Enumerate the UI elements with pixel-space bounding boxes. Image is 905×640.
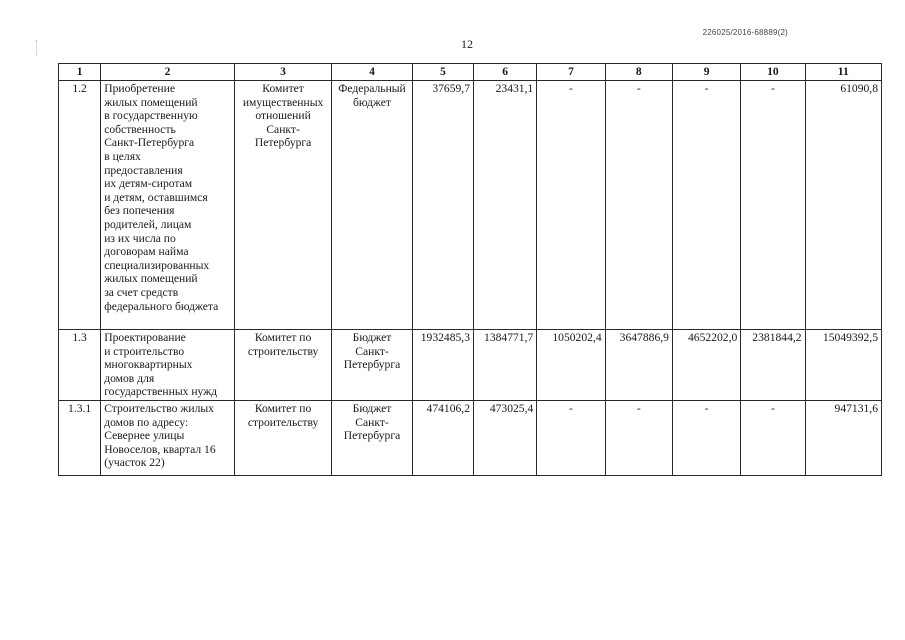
activity-name: Строительство жилых домов по адресу: Севернее улицы Новоселов, квартал 16 (участок 22) — [101, 400, 235, 475]
value-cell: - — [537, 81, 605, 330]
column-header: 5 — [412, 64, 473, 81]
column-header: 10 — [741, 64, 805, 81]
column-header: 2 — [101, 64, 235, 81]
executor: Комитет имущественных отношений Санкт- Петербурга — [234, 81, 331, 330]
value-cell: - — [741, 400, 805, 475]
column-header: 9 — [672, 64, 740, 81]
activity-name: Приобретение жилых помещений в государственную собственность Санкт-Петербурга в целях предоставления их детям-сиротам и детям, оставшимся без попечения родителей, лицам из их числа по договорам найма специализированных жилых помещений за счет средств федерального бюджета — [101, 81, 235, 330]
executor: Комитет по строительству — [234, 330, 331, 401]
value-cell: 473025,4 — [474, 400, 537, 475]
value-cell: 474106,2 — [412, 400, 473, 475]
column-header: 4 — [332, 64, 412, 81]
value-cell: 2381844,2 — [741, 330, 805, 401]
funding-source: Федеральный бюджет — [332, 81, 412, 330]
table-header-row — [59, 64, 882, 81]
executor: Комитет по строительству — [234, 400, 331, 475]
funding-source: Бюджет Санкт- Петербурга — [332, 330, 412, 401]
column-header: 1 — [59, 64, 101, 81]
total-cell: 61090,8 — [805, 81, 881, 330]
value-cell: - — [741, 81, 805, 330]
value-cell: - — [605, 400, 672, 475]
value-cell: 23431,1 — [474, 81, 537, 330]
column-header: 11 — [805, 64, 881, 81]
column-header: 6 — [474, 64, 537, 81]
value-cell: - — [537, 400, 605, 475]
row-number: 1.3.1 — [59, 400, 101, 475]
value-cell: 1932485,3 — [412, 330, 473, 401]
value-cell: - — [672, 81, 740, 330]
column-header: 7 — [537, 64, 605, 81]
total-cell: 947131,6 — [805, 400, 881, 475]
value-cell: 3647886,9 — [605, 330, 672, 401]
row-number: 1.2 — [59, 81, 101, 330]
table-row — [59, 330, 882, 401]
program-table — [58, 63, 882, 476]
activity-name: Проектирование и строительство многоквартирных домов для государственных нужд — [101, 330, 235, 401]
column-header: 8 — [605, 64, 672, 81]
funding-source: Бюджет Санкт- Петербурга — [332, 400, 412, 475]
margin-mark — [36, 40, 38, 56]
value-cell: 37659,7 — [412, 81, 473, 330]
document-id: 226025/2016-68889(2) — [702, 28, 788, 37]
table-row — [59, 400, 882, 475]
value-cell: 4652202,0 — [672, 330, 740, 401]
total-cell: 15049392,5 — [805, 330, 881, 401]
page-number: 12 — [461, 37, 473, 51]
value-cell: - — [672, 400, 740, 475]
column-header: 3 — [234, 64, 331, 81]
row-number: 1.3 — [59, 330, 101, 401]
table-row — [59, 81, 882, 330]
value-cell: 1384771,7 — [474, 330, 537, 401]
value-cell: - — [605, 81, 672, 330]
value-cell: 1050202,4 — [537, 330, 605, 401]
